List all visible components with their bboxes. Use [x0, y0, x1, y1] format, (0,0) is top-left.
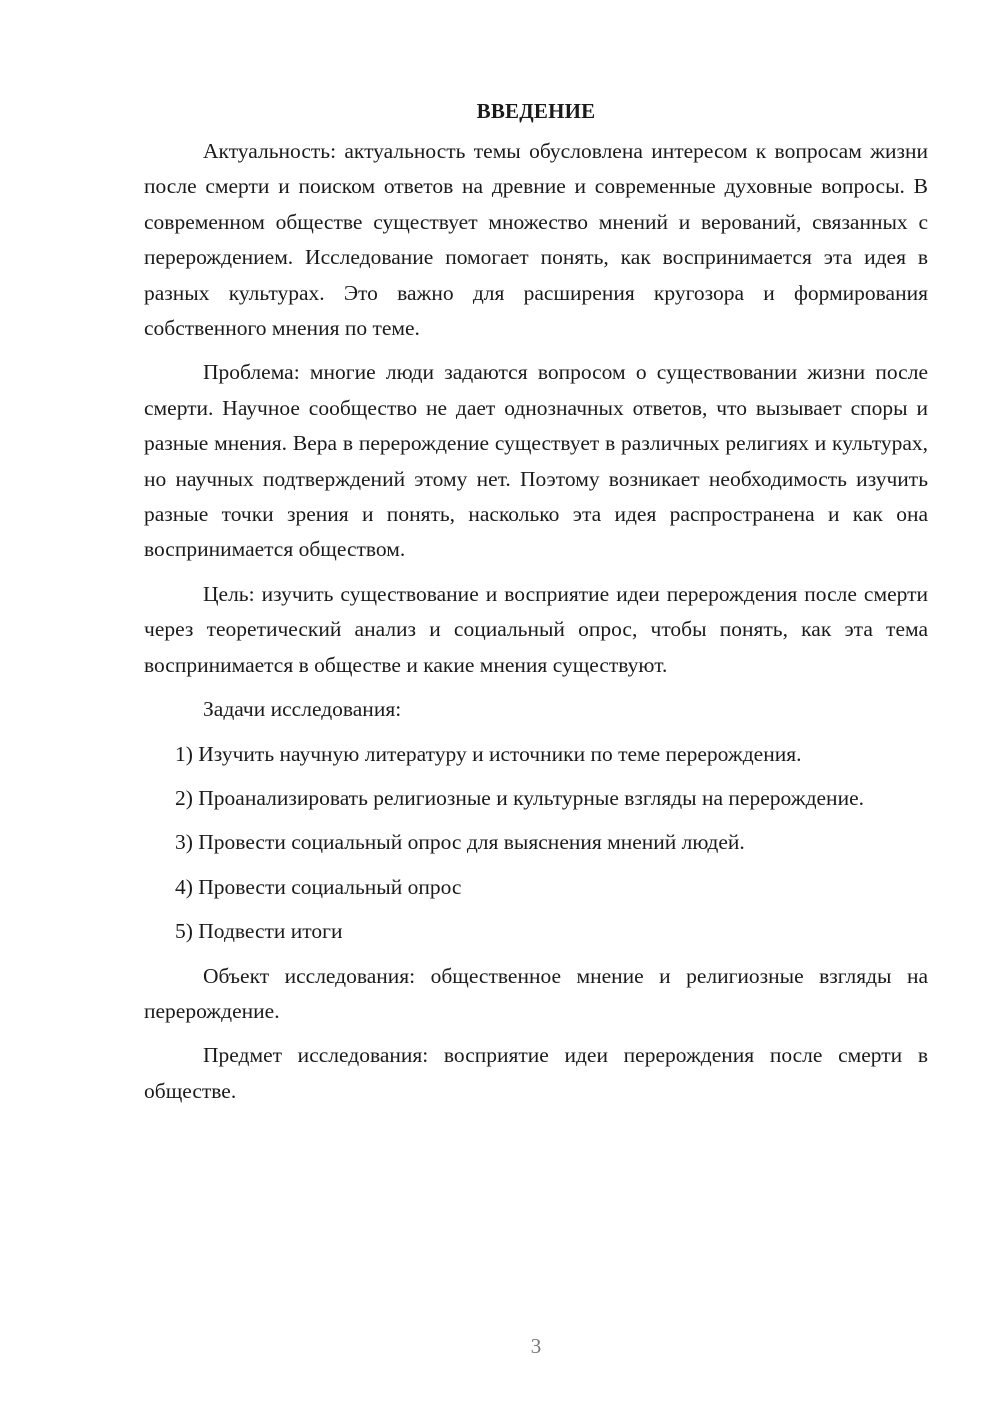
paragraph-relevance: Актуальность: актуальность темы обусловлена интересом к вопросам жизни после смерти и поиском ответов на древние и современные духовные вопросы. В современном обществе существует множество мнений и верований, связанных с перерождением. Исследование помогает понять, как воспринимается эта идея в разных культурах. Это важно для расширения кругозора и формирования собственного мнения по теме. — [144, 139, 928, 341]
tasks-heading: Задачи исследования: — [203, 697, 402, 722]
task-item-4: 4) Провести социальный опрос — [175, 874, 462, 899]
paragraph-object: Объект исследования: общественное мнение и религиозные взгляды на перерождение. — [144, 963, 928, 1023]
document-page — [144, 94, 928, 1118]
paragraph-subject: Предмет исследования: восприятие идеи перерождения после смерти в обществе. — [144, 1043, 928, 1103]
task-item-3: 3) Провести социальный опрос для выяснения мнений людей. — [175, 830, 745, 855]
paragraph-goal: Цель: изучить существование и восприятие идеи перерождения после смерти через теоретический анализ и социальный опрос, чтобы понять, как эта тема воспринимается в обществе и какие мнения существуют. — [144, 581, 928, 677]
task-item-1: 1) Изучить научную литературу и источники по теме перерождения. — [175, 741, 802, 766]
task-item-5: 5) Подвести итоги — [175, 919, 343, 944]
task-item-2: 2) Проанализировать религиозные и культурные взгляды на перерождение. — [175, 785, 864, 810]
paragraph-problem: Проблема: многие люди задаются вопросом о существовании жизни после смерти. Научное сообщество не дает однозначных ответов, что вызывает споры и разные мнения. Вера в перерождение существует в различных религиях и культурах, но научных подтверждений этому нет. Поэтому возникает необходимость изучить разные точки зрения и понять, насколько эта идея распространена и как она воспринимается обществом. — [144, 360, 928, 562]
page-number: 3 — [530, 1334, 542, 1358]
section-title: ВВЕДЕНИЕ — [476, 99, 596, 123]
